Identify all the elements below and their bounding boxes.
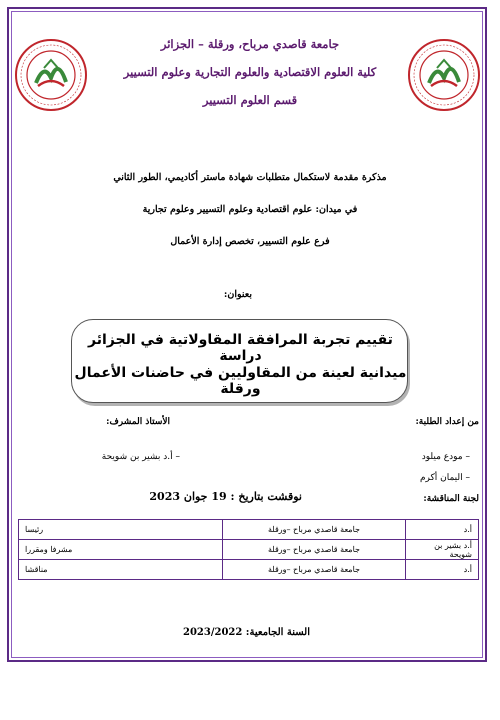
jury-university: جامعة قاصدي مرباح –ورقلة [223, 540, 406, 560]
supervisor-name: – أ.د بشير بن شويحة [101, 452, 180, 462]
university-name: جامعة قاصدي مرباح، ورقلة – الجزائر [160, 37, 340, 51]
thesis-title-line-1: تقييم تجربة المرافقة المقاولاتية في الجزائر دراسة [88, 332, 393, 364]
jury-rank: أ.د بشير بن شويحة [406, 540, 479, 560]
student-name: – مودع ميلود [421, 452, 470, 462]
department-name: قسم العلوم التسيير [202, 93, 298, 107]
discussion-date: نوقشت بتاريخ : 19 جوان 2023 [149, 490, 302, 503]
jury-table [18, 519, 479, 580]
table-row [19, 520, 479, 540]
jury-university: جامعة قاصدي مرباح –ورقلة [223, 520, 406, 540]
jury-role: مشرفا ومقررا [25, 545, 73, 554]
memo-field: في ميدان: علوم اقتصادية وعلوم التسيير وعلوم تجارية [142, 204, 358, 215]
thesis-title-box [71, 319, 408, 403]
title-label: بعنوان: [223, 289, 252, 300]
jury-rank: أ.د [406, 520, 479, 540]
memo-branch: فرع علوم التسيير، تخصص إدارة الأعمال [170, 236, 330, 247]
table-row [19, 560, 479, 580]
faculty-name: كلية العلوم الاقتصادية والعلوم التجارية وعلوم التسيير [123, 65, 377, 79]
students-label: من إعداد الطلبة: [415, 417, 479, 427]
memo-purpose: مذكرة مقدمة لاستكمال متطلبات شهادة ماستر أكاديمي، الطور الثاني [113, 172, 387, 183]
supervisor-label: الأستاذ المشرف: [106, 417, 170, 427]
jury-university: جامعة قاصدي مرباح –ورقلة [223, 560, 406, 580]
academic-year: السنة الجامعية: 2023/2022 [183, 627, 310, 638]
student-name: – اليمان أكرم [419, 473, 470, 483]
university-logo-right [407, 38, 481, 112]
table-row [19, 540, 479, 560]
jury-rank: أ.د [406, 560, 479, 580]
university-logo-left [14, 38, 88, 112]
jury-role: رئيسا [25, 525, 44, 534]
jury-role: مناقشا [25, 565, 48, 574]
thesis-title-line-2: ميدانية لعينة من المقاوليين في حاضنات الأعمال ورقلة [74, 365, 407, 397]
jury-label: لجنة المناقشة: [423, 494, 479, 504]
